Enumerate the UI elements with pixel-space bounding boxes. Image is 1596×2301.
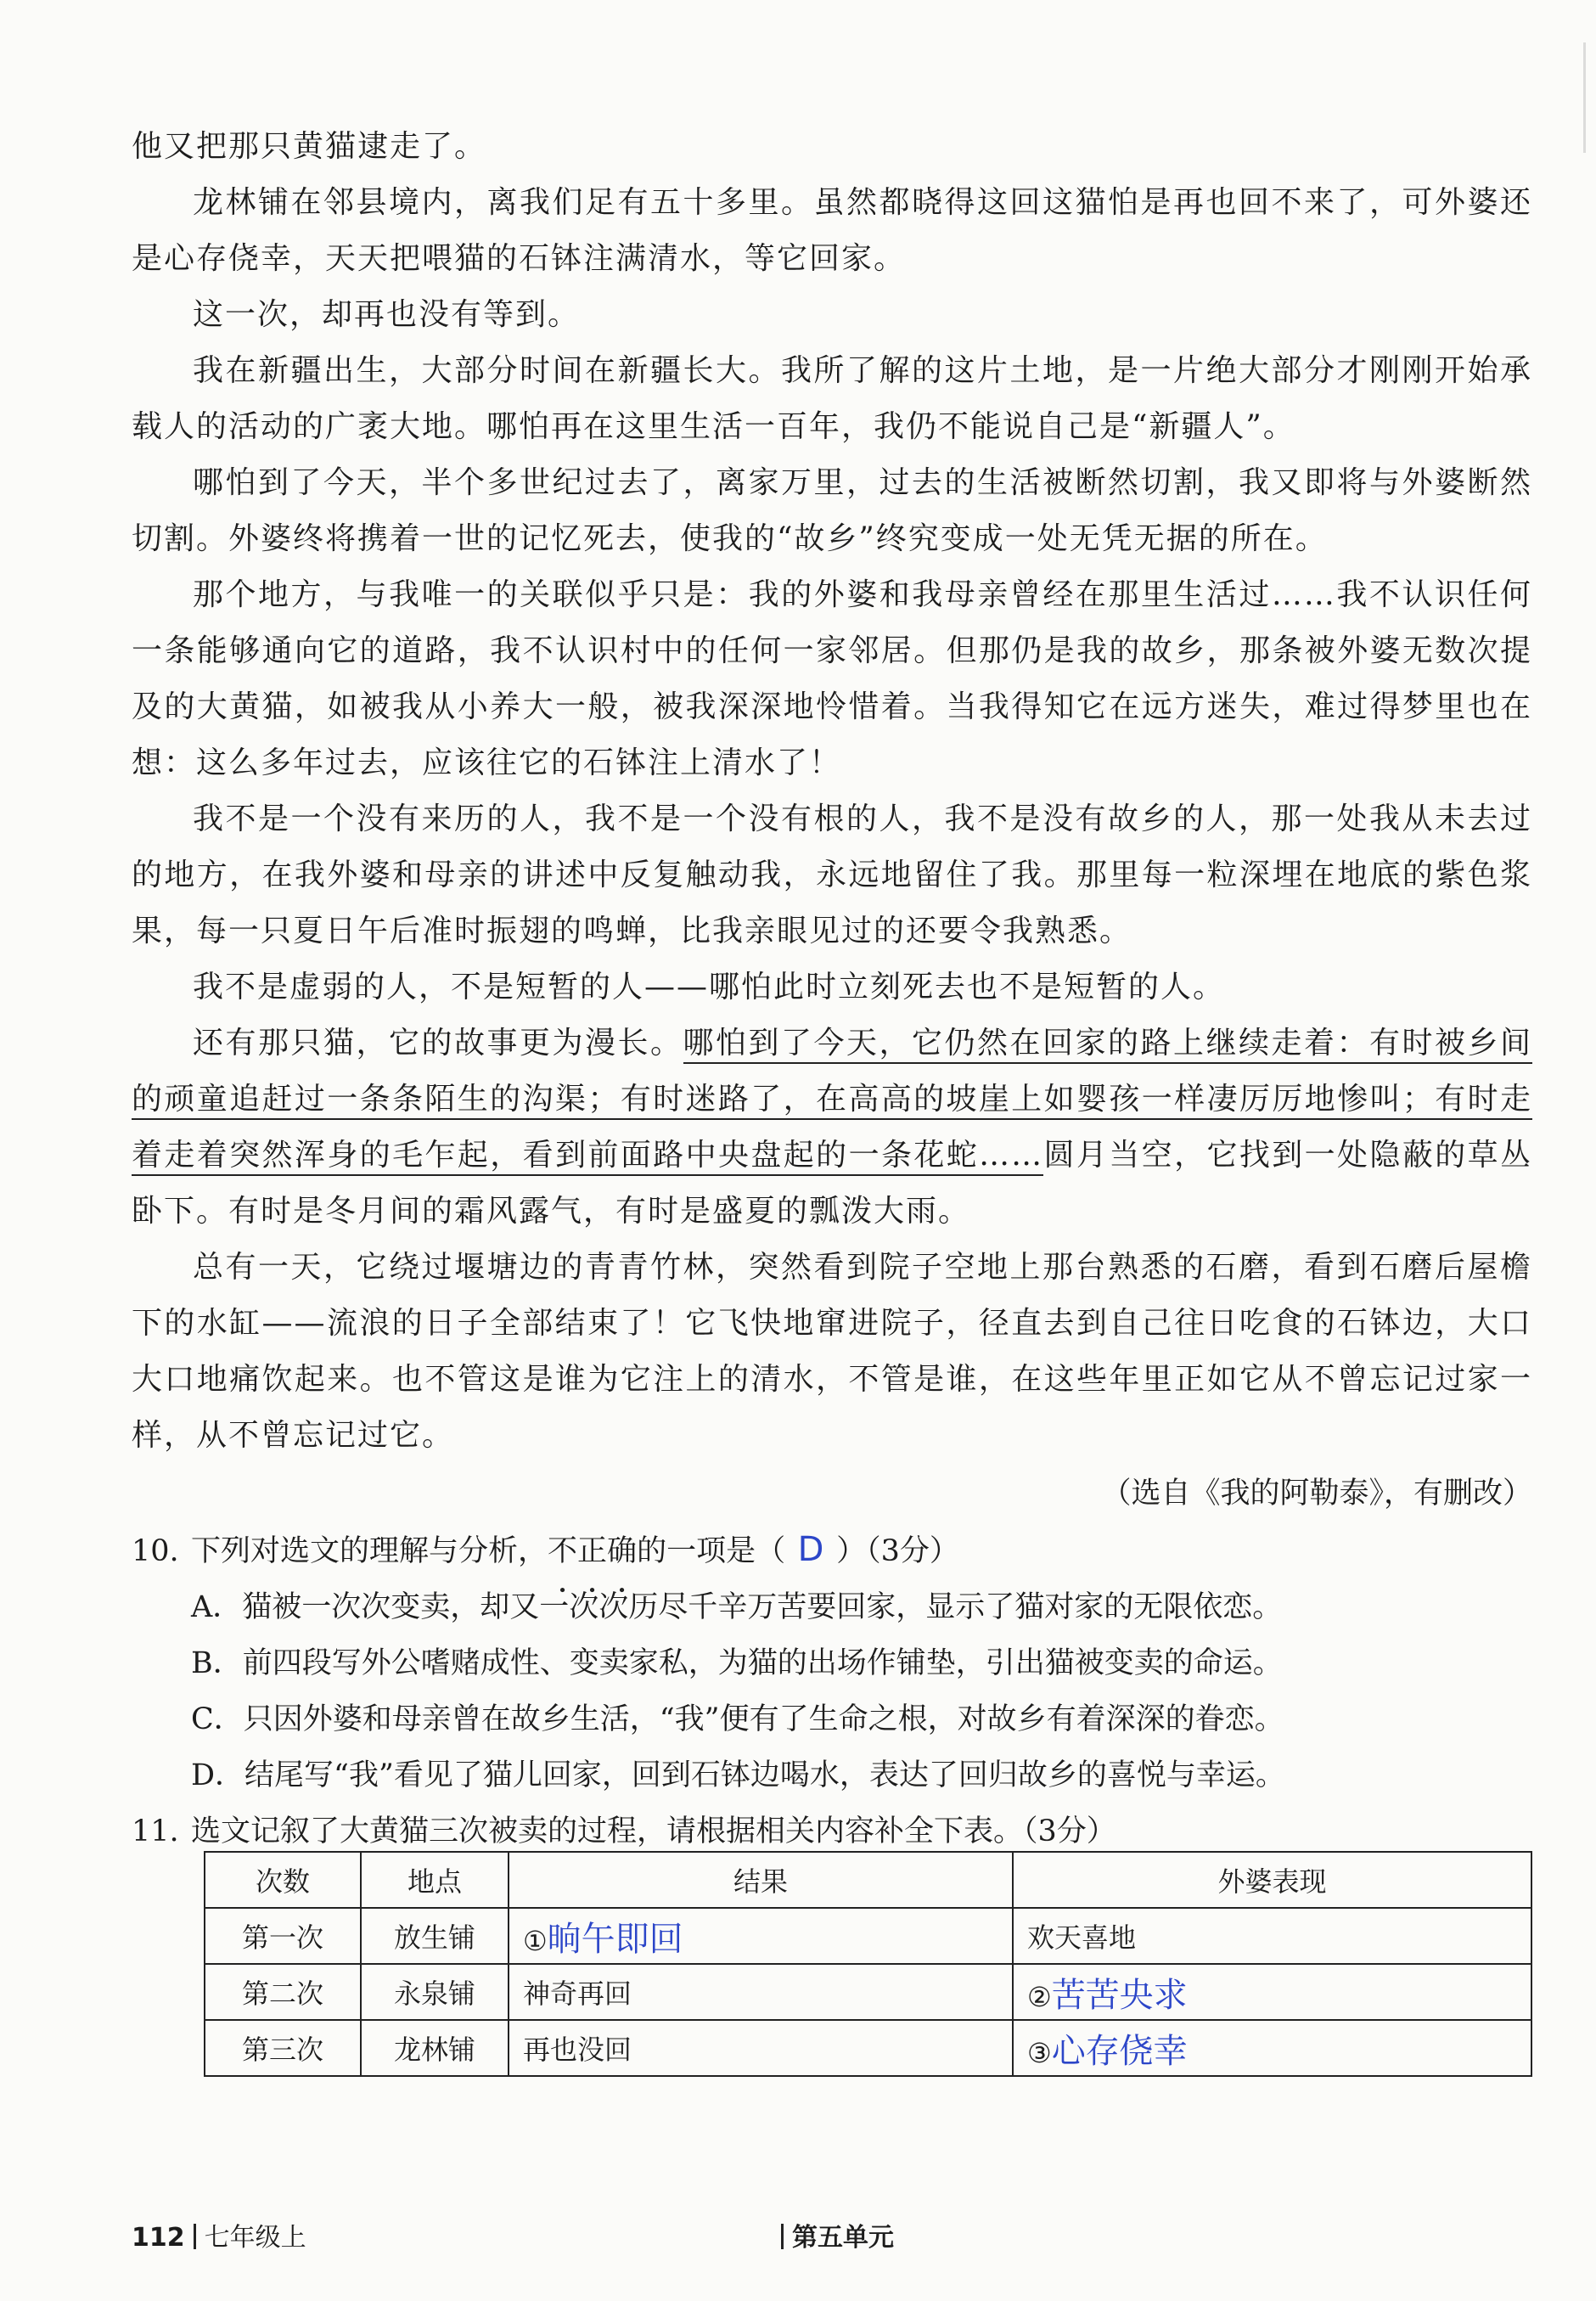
blank-marker: ③: [1027, 2036, 1052, 2069]
table-header-row: [205, 1852, 1531, 1908]
table-header: 次数: [205, 1852, 361, 1908]
paragraph: 龙林铺在邻县境内，离我们足有五十多里。虽然都晓得这回这猫怕是再也回不来了，可外婆还是心存侥幸，天天把喂猫的石钵注满清水，等它回家。: [132, 185, 1532, 276]
handwritten-answer: 晌午即回: [547, 1919, 683, 1959]
blank-marker: ①: [523, 1924, 548, 1957]
table-cell: 第三次: [205, 2020, 361, 2076]
reading-passage: [132, 119, 1532, 1859]
text: 圆月当空，它找到一处隐蔽的草丛卧下。有时是冬月间的霜风露气，有时是盛夏的瓢泼大雨。: [132, 1138, 1532, 1229]
table-cell: 龙林铺: [361, 2020, 509, 2076]
table-header: 地点: [361, 1852, 509, 1908]
paragraph: 他又把那只黄猫逮走了。: [132, 129, 487, 164]
footer-center: [773, 2216, 894, 2253]
source-citation: （选自《我的阿勒泰》，有删改）: [1101, 1477, 1532, 1511]
question-10: [132, 1522, 1532, 1579]
footer-left: [132, 2216, 306, 2253]
divider: [194, 2224, 196, 2249]
question-text: ）（3分）: [836, 1534, 959, 1568]
table-row: [205, 2020, 1531, 2076]
table-row: [205, 1908, 1531, 1964]
table-cell: 永泉铺: [361, 1964, 509, 2020]
table-row: [205, 1964, 1531, 2020]
table-cell: 欢天喜地: [1013, 1908, 1531, 1964]
table-cell: 神奇再回: [509, 1964, 1013, 2020]
unit-label: 第五单元: [792, 2223, 894, 2253]
paragraph-cat-journey: [132, 1015, 1532, 1240]
paragraph: 这一次，却再也没有等到。: [193, 297, 581, 332]
divider: [781, 2224, 784, 2249]
table-cell-answer[interactable]: [1013, 1964, 1531, 2020]
table-header: 外婆表现: [1013, 1852, 1531, 1908]
option-c: C．只因外婆和母亲曾在故乡生活，“我”便有了生命之根，对故乡有着深深的眷恋。: [191, 1702, 1284, 1736]
answer-table: [204, 1851, 1532, 2077]
paragraph: 我在新疆出生，大部分时间在新疆长大。我所了解的这片土地，是一片绝大部分才刚刚开始承载人的活动的广袤大地。哪怕再在这里生活一百年，我仍不能说自己是“新疆人”。: [132, 353, 1532, 444]
emphasis-dotted: [548, 1534, 637, 1568]
handwritten-answer: 苦苦央求: [1051, 1975, 1188, 2015]
paragraph: 那个地方，与我唯一的关联似乎只是：我的外婆和我母亲曾经在那里生活过……我不认识任何一条能够通向它的道路，我不认识村中的任何一家邻居。但那仍是我的故乡，那条被外婆无数次提及的大黄猫，如被我从小养大一般，被我深深地怜惜着。当我得知它在远方迷失，难过得梦里也在想：这么多年过去，应该往它的石钵注上清水了！: [132, 577, 1532, 780]
table-cell: 第二次: [205, 1964, 361, 2020]
table-cell-answer[interactable]: [509, 1908, 1013, 1964]
dotted-char: 不: [548, 1534, 578, 1568]
paragraph: 我不是虚弱的人，不是短暂的人——哪怕此时立刻死去也不是短暂的人。: [193, 970, 1226, 1004]
page-number: 112: [132, 2223, 185, 2253]
dotted-char: 正: [577, 1534, 608, 1568]
paragraph: 我不是一个没有来历的人，我不是一个没有根的人，我不是没有故乡的人，那一处我从未去过的地方，在我外婆和母亲的讲述中反复触动我，永远地留住了我。那里每一粒深埋在地底的紫色浆果，每一只夏日午后准时振翅的鸣蝉，比我亲眼见过的还要令我熟悉。: [132, 802, 1532, 948]
blank-marker: ②: [1027, 1980, 1052, 2013]
paragraph: 总有一天，它绕过堰塘边的青青竹林，突然看到院子空地上那台熟悉的石磨，看到石磨后屋檐下的水缸——流浪的日子全部结束了！它飞快地窜进院子，径直去到自己往日吃食的石钵边，大口大口地痛饮起来。也不管这是谁为它注上的清水，不管是谁，在这些年里正如它从不曾忘记过家一样，从不曾忘记过它。: [132, 1250, 1532, 1453]
text: 还有那只猫，它的故事更为漫长。: [193, 1026, 683, 1060]
question-number: 11.: [132, 1814, 179, 1848]
answer-blank[interactable]: D: [797, 1530, 824, 1569]
handwritten-answer: 心存侥幸: [1051, 2031, 1188, 2071]
option-b: B．前四段写外公嗜赌成性、变卖家私，为猫的出场作铺垫，引出猫被变卖的命运。: [191, 1646, 1283, 1680]
question-number: 10.: [132, 1534, 179, 1568]
underlined-text: 哪怕到了今天，它仍然在回家的路上继续走着：有时被乡间的顽童追赶过一条条陌生的沟渠；有时迷路了，在高高的坡崖上如婴孩一样凄厉厉地惨叫；有时走着走着突然浑身的毛乍起，看到前面路中央盘起的一条花蛇……: [132, 1026, 1532, 1176]
question-text: 选文记叙了大黄猫三次被卖的过程，请根据相关内容补全下表。（3分）: [191, 1814, 1116, 1848]
paragraph: 哪怕到了今天，半个多世纪过去了，离家万里，过去的生活被断然切割，我又即将与外婆断然切割。外婆终将携着一世的记忆死去，使我的“故乡”终究变成一处无凭无据的所在。: [132, 465, 1532, 556]
page-edge-line: [1583, 42, 1586, 153]
question-text: 下列对选文的理解与分析，: [191, 1534, 548, 1568]
table-cell: 第一次: [205, 1908, 361, 1964]
grade-label: 七年级上: [204, 2223, 306, 2253]
table-cell: 再也没回: [509, 2020, 1013, 2076]
option-a: A．猫被一次次变卖，却又一次次历尽千辛万苦要回家，显示了猫对家的无限依恋。: [191, 1590, 1283, 1624]
option-d: D．结尾写“我”看见了猫儿回家，回到石钵边喝水，表达了回归故乡的喜悦与幸运。: [191, 1758, 1285, 1792]
question-text: 的一项是（: [637, 1534, 786, 1568]
dotted-char: 确: [607, 1534, 638, 1568]
table-cell: 放生铺: [361, 1908, 509, 1964]
table-header: 结果: [509, 1852, 1013, 1908]
table-cell-answer[interactable]: [1013, 2020, 1531, 2076]
